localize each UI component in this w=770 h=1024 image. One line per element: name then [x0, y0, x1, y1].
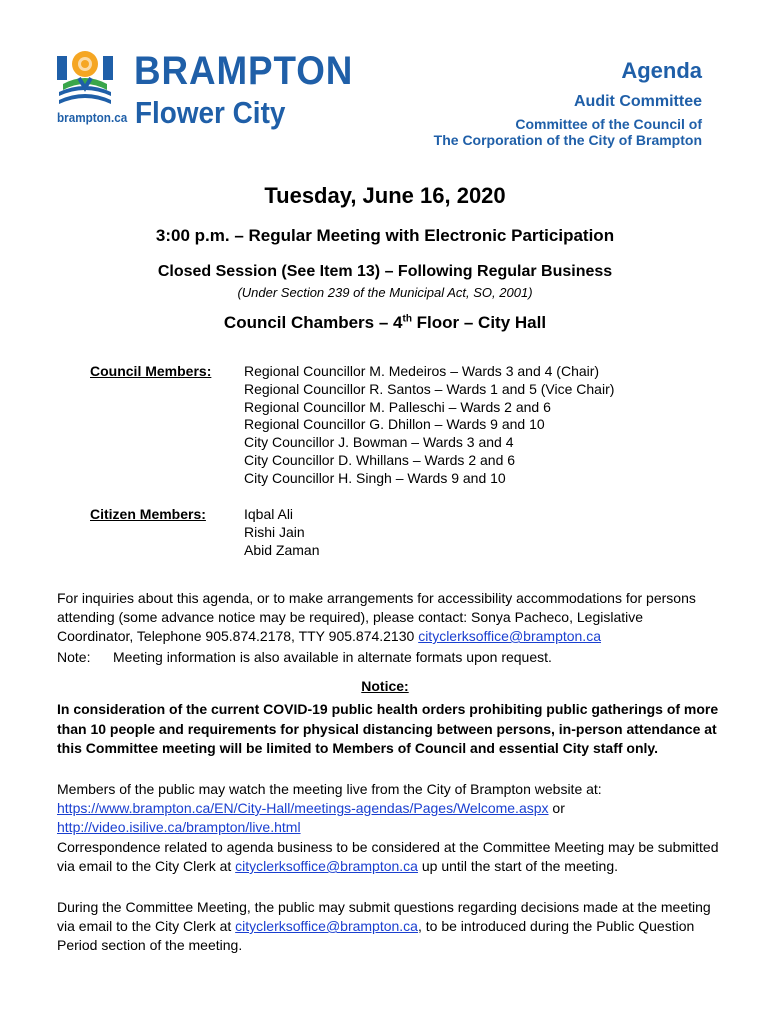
watch-or: or [548, 800, 565, 816]
logo-website: brampton.ca [57, 110, 128, 125]
flower-city-logo-icon [57, 48, 113, 108]
meeting-location [0, 313, 770, 333]
meeting-date: Tuesday, June 16, 2020 [264, 183, 506, 208]
citizen-members-list [244, 506, 319, 559]
inquiries-text: For inquiries about this agenda, or to make arrangements for accessibility accommodations for persons attending (some advance notice may be required), please contact: Sonya Pacheco, Legislative Coordinator, Telephone 905.874.2178, TTY 905.874.2130 [57, 590, 696, 644]
agenda-title: Agenda [621, 58, 702, 83]
meetings-page-link[interactable]: https://www.brampton.ca/EN/City-Hall/meetings-agendas/Pages/Welcome.aspx [57, 800, 549, 816]
location-text: Council Chambers – 4 [223, 313, 403, 332]
note-label: Note: [57, 649, 91, 665]
list-item: City Councillor J. Bowman – Wards 3 and 4 [244, 434, 514, 451]
committee-subtitle-line2: The Corporation of the City of Brampton [433, 132, 702, 148]
live-video-link[interactable]: http://video.isilive.ca/brampton/live.html [57, 819, 301, 835]
meeting-time: 3:00 p.m. – Regular Meeting with Electronic Participation [155, 226, 615, 245]
council-members-list [244, 363, 614, 488]
logo-tagline: Flower City [135, 95, 286, 130]
council-members-label: Council Members: [90, 363, 212, 379]
closed-session: Closed Session (See Item 13) – Following Regular Business [157, 263, 613, 280]
list-item: Iqbal Ali [244, 506, 294, 522]
questions-text: During the Committee Meeting, the public may submit questions regarding decisions made at the meeting via email to the City Clerk at [57, 899, 711, 934]
brampton-logo [57, 48, 354, 140]
list-item: Regional Councillor G. Dhillon – Wards 9 and 10 [244, 416, 545, 433]
watch-text: Members of the public may watch the meeting live from the City of Brampton website at: [57, 781, 602, 797]
location-text-end: Floor – City Hall [411, 313, 547, 332]
clerk-email-link[interactable]: cityclerksoffice@brampton.ca [235, 918, 418, 934]
list-item: Regional Councillor M. Palleschi – Wards 2 and 6 [244, 398, 551, 415]
list-item: Regional Councillor M. Medeiros – Wards 3 and 4 (Chair) [244, 363, 600, 379]
questions-text-end: , to be introduced during the Public Question Period section of the meeting. [57, 918, 695, 953]
committee-name: Audit Committee [574, 93, 702, 110]
committee-subtitle-line1: Committee of the Council of [515, 116, 702, 132]
notice-body: In consideration of the current COVID-19 public health orders prohibiting public gatherings of more than 10 people and requirements for physical distancing between persons, in-person attendance at this Committee meeting will be limited to Members of Council and essential City staff only. [57, 701, 719, 756]
inquiries-paragraph [57, 589, 722, 646]
list-item: Rishi Jain [244, 523, 305, 540]
closed-session-authority: (Under Section 239 of the Municipal Act, SO, 2001) [237, 285, 533, 300]
correspondence-paragraph [57, 838, 722, 876]
watch-paragraph [57, 780, 722, 837]
correspondence-text-end: up until the start of the meeting. [417, 858, 618, 874]
clerk-email-link[interactable]: cityclerksoffice@brampton.ca [418, 628, 601, 644]
list-item: City Councillor H. Singh – Wards 9 and 10 [244, 469, 506, 486]
clerk-email-link[interactable]: cityclerksoffice@brampton.ca [235, 858, 418, 874]
list-item: Abid Zaman [244, 541, 320, 558]
logo-brand-text: BRAMPTON [134, 49, 354, 93]
questions-paragraph [57, 898, 722, 955]
location-superscript: th [402, 313, 412, 325]
citizen-members-label: Citizen Members: [90, 506, 206, 522]
list-item: Regional Councillor R. Santos – Wards 1 and 5 (Vice Chair) [244, 380, 615, 397]
note-text: Meeting information is also available in alternate formats upon request. [113, 649, 552, 665]
notice-title: Notice: [361, 678, 409, 694]
note-line [57, 648, 722, 667]
list-item: City Councillor D. Whillans – Wards 2 and 6 [244, 451, 516, 468]
correspondence-text: Correspondence related to agenda business to be considered at the Committee Meeting may be submitted via email to the City Clerk at [57, 839, 719, 874]
